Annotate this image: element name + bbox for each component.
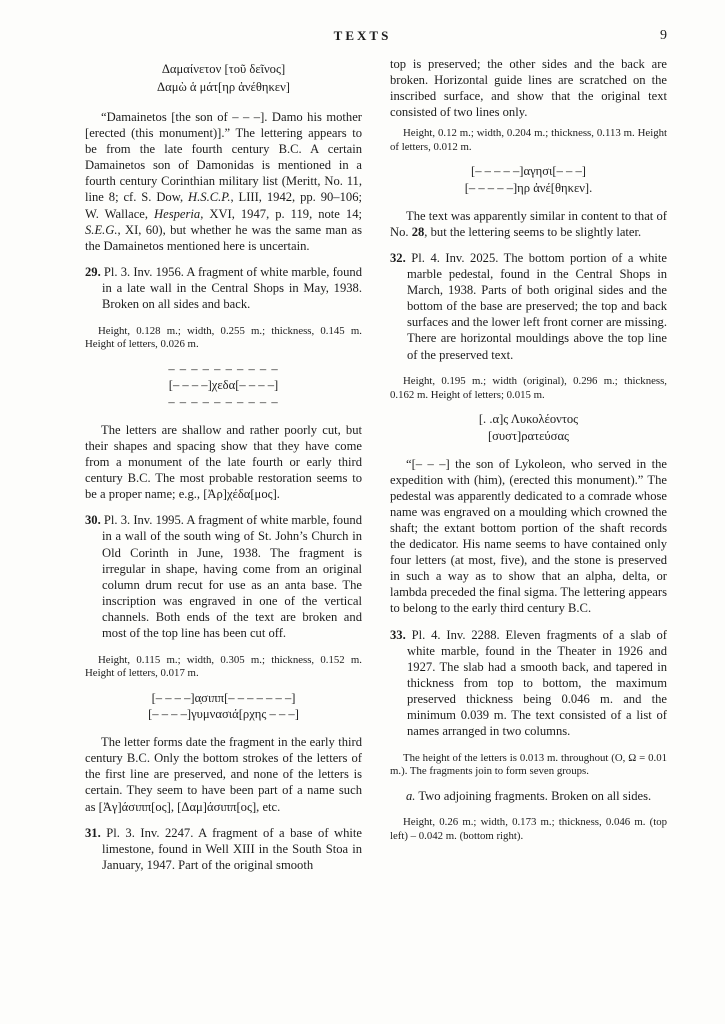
right-column: [390, 56, 667, 885]
text-run: , XI, 60), but whether he was the same man as the Damainetos mentioned here is uncertain.: [85, 222, 362, 253]
fragment-a-label: a.: [406, 788, 416, 803]
entry-30-commentary: The letter forms date the fragment in the early third century B.C. Only the bottom strokes of the letters of the first line are preserved, and none of the letters is certain. They seem to have been part of a name such as [Ἀγ]άσιππ[ος], [Δαμ]άσιππ[ος], etc.: [85, 735, 362, 814]
entry-29-commentary: The letters are shallow and rather poorly cut, but their shapes and spacing show that they have come from a monument of the late fourth or early third century B.C. The most probable restoration seems to be a proper name; e.g., [Ἀρ]χέδα[μος].: [85, 422, 362, 502]
entry-32-number: 32.: [390, 250, 406, 265]
entry-29-metrics: Height, 0.128 m.; width, 0.255 m.; thickness, 0.145 m. Height of letters, 0.026 m.: [85, 324, 362, 351]
entry-29-number: 29.: [85, 264, 101, 279]
text-run: , LIII, 1942, pp. 90–106; W. Wallace,: [85, 190, 362, 221]
running-title: TEXTS: [333, 28, 392, 43]
journal-ref: H.S.C.P.: [188, 190, 231, 205]
text-run: “Damainetos [the son of – – –]. Damo his mother [erected (this monument)].” The lettering appears to be from the late fourth century B.C. A certain Damainetos son of Damonidas is mentioned in a fourth century Corinthian military list (Meritt, No. 11, line 8; cf. S. Dow,: [85, 110, 362, 205]
fragment-a-text: Two adjoining fragments. Broken on all sides.: [415, 788, 652, 803]
entry-33-metrics: The height of the letters is 0.013 m. throughout (Ο, Ω = 0.01 m.). The fragments join to form seven groups.: [390, 751, 667, 778]
entry-31-metrics: Height, 0.12 m.; width, 0.204 m.; thickness, 0.113 m. Height of letters, 0.012 m.: [390, 127, 667, 153]
entry-30-text: Pl. 3. Inv. 1995. A fragment of white marble, found in a wall of the south wing of St. John’s Church in Old Corinth in June, 1938. The fragment is irregular in shape, having come from an original column drum recut for use as an anta base. The inscription was engraved in one of the vertical channels. Both ends of the text are broken and most of the top line has been cut off.: [102, 513, 362, 641]
entry-33-number: 33.: [390, 627, 406, 642]
journal-ref: S.E.G.: [85, 222, 118, 237]
page-number: 9: [660, 28, 667, 43]
inscription-rule-top: – – – – – – – – – –: [168, 361, 279, 376]
entry-31-inscription: [390, 163, 667, 197]
entry-31-text: Pl. 3. Inv. 2247. A fragment of a base of white limestone, found in Well XIII in the South Stoa in January, 1947. Part of the original smooth: [102, 825, 362, 872]
text-run: , XVI, 1947, p. 119, note 14;: [200, 206, 362, 221]
greek-dedication-line2: Δαμὼ ἁ μάτ[ηρ ἀνέθηκεν]: [157, 80, 290, 94]
entry-30-number: 30.: [85, 513, 101, 528]
entry-33: [390, 627, 667, 740]
inscription-line: [– – – – –]αγησι[– – –]: [471, 164, 586, 179]
inscription-line: [– – – – –]ηρ ἀνέ[θηκεν].: [464, 180, 593, 195]
text-columns: [85, 56, 667, 885]
entry-31-number: 31.: [85, 825, 101, 840]
text-run: , but the lettering seems to be slightly later.: [424, 224, 642, 239]
inscription-line: [συστ]ρατεύσας: [487, 428, 570, 443]
entry-31-continued: top is preserved; the other sides and the back are broken. Horizontal guide lines are scratched on the inscribed surface, and show that the original text consisted of two lines only.: [390, 57, 667, 120]
entry-32-metrics: Height, 0.195 m.; width (original), 0.296 m.; thickness, 0.162 m. Height of letters; 0.015 m.: [390, 375, 667, 401]
running-head: [0, 28, 725, 46]
entry-30: [85, 512, 362, 641]
inscription-line: [. .α]ς Λυκολέοντος: [478, 412, 579, 427]
entry-31-commentary: [390, 208, 667, 240]
entry-32-inscription: [390, 411, 667, 445]
entry-30-inscription: [85, 690, 362, 724]
inscription-rule-bottom: – – – – – – – – – –: [168, 395, 279, 410]
entry-29: [85, 264, 362, 312]
journal-ref: Hesperia: [154, 206, 201, 221]
entry-32-commentary: “[– – –] the son of Lykoleon, who served in the expedition with (him), (erected this monument).” The pedestal was apparently dedicated to a comrade whose name was engraved on a moulding which crowned the shaft; the extant bottom portion of the shaft records the dedicator. His name seems to have contained only four letters (at most, five), and the stone is preserved in such a way as to show that an alpha, delta, or lambda preceded the final sigma. The lettering appears to belong to the early third century B.C.: [390, 456, 667, 616]
entry-31: [85, 825, 362, 873]
greek-dedication-line1: Δαμαίνετον [τοῦ δεῖνος]: [161, 62, 286, 76]
catalogue-ref: 28: [411, 224, 425, 239]
entry-30-metrics: Height, 0.115 m.; width, 0.305 m.; thickness, 0.152 m. Height of letters, 0.017 m.: [85, 653, 362, 680]
text-run: The text was apparently similar in content to that of No.: [390, 208, 667, 239]
commentary-damainetos: [85, 109, 362, 254]
left-column: [85, 56, 362, 885]
inscription-line: [– – – –]γυμνασιά[ρχης – – –]: [148, 707, 299, 722]
inscription-line: [– – – –]χεδα[– – – –]: [168, 378, 279, 393]
entry-29-text: Pl. 3. Inv. 1956. A fragment of white marble, found in a late wall in the Central Shops in May, 1938. Broken on all sides and back.: [102, 264, 362, 312]
entry-33-fragment-a: [390, 788, 667, 804]
fragment-a-metrics: Height, 0.26 m.; width, 0.173 m.; thickness, 0.046 m. (top left) – 0.042 m. (bottom right).: [390, 816, 667, 842]
greek-dedication: [85, 60, 362, 96]
entry-29-inscription: [85, 361, 362, 411]
inscription-line: [– – – –]α̣σιππ[– – – – – – –]: [151, 690, 296, 705]
entry-32: [390, 250, 667, 363]
entry-33-text: Pl. 4. Inv. 2288. Eleven fragments of a slab of white marble, found in the Theater in 1926 and 1927. The slab had a smooth back, and tapered in thickness from top to bottom, the maximum preserved thickness being 0.046 m. and the minimum 0.039 m. The text consisted of a list of names arranged in two columns.: [407, 627, 667, 739]
entry-32-text: Pl. 4. Inv. 2025. The bottom portion of a white marble pedestal, found in the Central Shops in March, 1938. Parts of both original sides and the bottom of the base are preserved; the top and back surfaces and the lower left front corner are missing. There are horizontal mouldings above the top line of the preserved text.: [407, 250, 667, 362]
